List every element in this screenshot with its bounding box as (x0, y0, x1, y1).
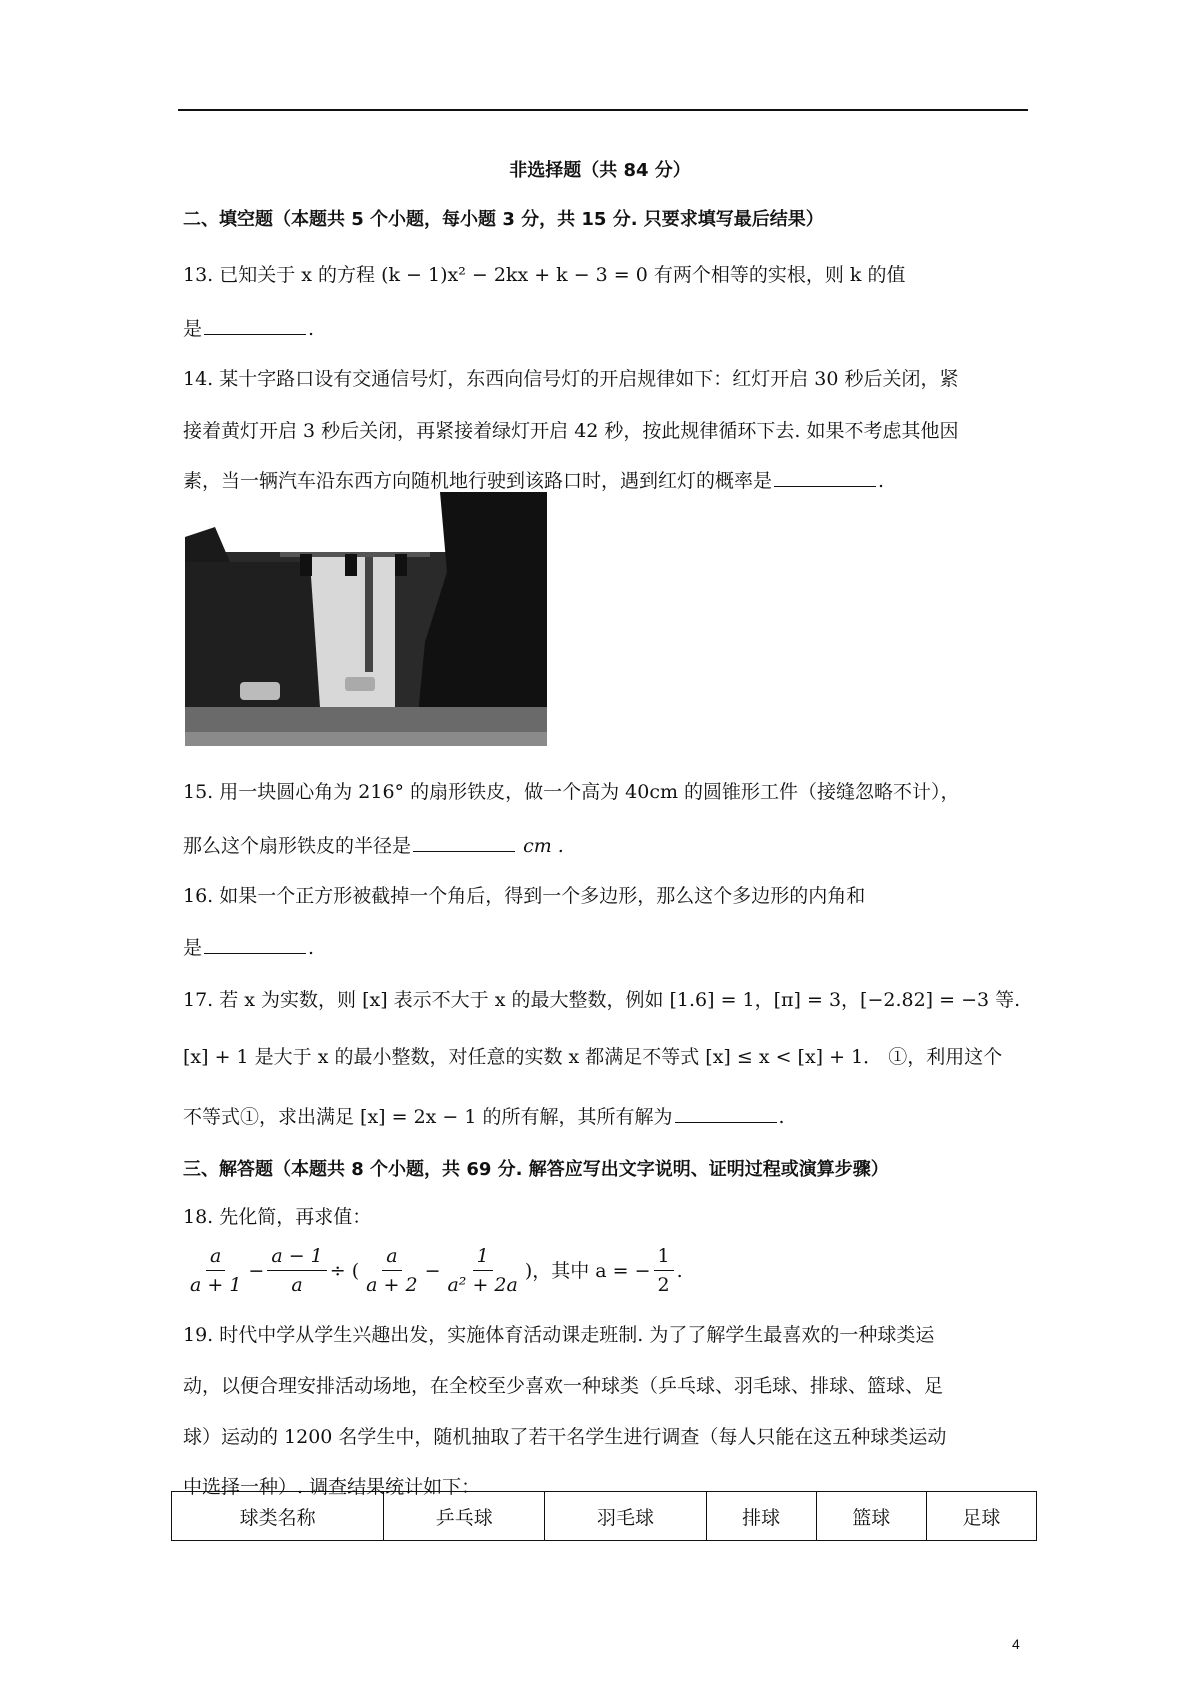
q15-answer-blank[interactable] (413, 833, 515, 852)
q15-prefix: 那么这个扇形铁皮的半径是 (183, 835, 412, 857)
fraction-1-over-2: $\frac{1}{2}$ (654, 1244, 674, 1297)
q19-line1: 19. 时代中学从学生兴趣出发，实施体育活动课走班制. 为了了解学生最喜欢的一种球类运 (183, 1324, 935, 1346)
table-cell: 排球 (706, 1492, 816, 1541)
q18-end: . (676, 1259, 683, 1282)
table-cell: 足球 (926, 1492, 1036, 1541)
q19-line2: 动，以便合理安排活动场地，在全校至少喜欢一种球类（乒乓球、羽毛球、排球、篮球、足 (183, 1375, 944, 1397)
q13-line2 (183, 316, 314, 342)
table-row (172, 1492, 1037, 1541)
q17-line2: [x] + 1 是大于 x 的最小整数，对任意的实数 x 都满足不等式 [x] ≤ x < [x] + 1． ①，利用这个 (183, 1046, 1003, 1068)
q16-line1: 16. 如果一个正方形被截掉一个角后，得到一个多边形，那么这个多边形的内角和 (183, 885, 866, 907)
q17-line1: 17. 若 x 为实数，则 [x] 表示不大于 x 的最大整数，例如 [1.6] = 1，[π] = 3，[−2.82] = −3 等. (183, 989, 1021, 1011)
table-cell: 乒乓球 (384, 1492, 545, 1541)
q18-op4: )，其中 a = − (524, 1259, 651, 1282)
q16-line2 (183, 935, 314, 961)
q13-line1: 13. 已知关于 x 的方程 (k − 1)x² − 2kx + k − 3 = 0 有两个相等的实根，则 k 的值 (183, 264, 906, 286)
top-rule (178, 109, 1028, 111)
q19-line4: 中选择一种）. 调查结果统计如下： (183, 1476, 481, 1498)
q13-suffix: . (308, 318, 315, 340)
fraction-a-over-a-plus-2: $\frac{a}{a + 2}$ (366, 1245, 418, 1296)
q14-suffix: . (878, 470, 885, 492)
q14-line2: 接着黄灯开启 3 秒后关闭，再紧接着绿灯开启 42 秒，按此规律循环下去. 如果不考虑其他因 (183, 420, 959, 442)
q13-answer-blank[interactable] (204, 316, 306, 335)
table-cell: 羽毛球 (545, 1492, 706, 1541)
q15-line1: 15. 用一块圆心角为 216° 的扇形铁皮，做一个高为 40cm 的圆锥形工件（接缝忽略不计）， (183, 781, 960, 803)
ball-sports-table (171, 1491, 1037, 1541)
q18-op2: ÷ ( (329, 1259, 360, 1282)
fraction-a-over-a-plus-1: $\frac{a}{a + 1}$ (190, 1245, 242, 1296)
traffic-intersection-photo (185, 492, 547, 746)
q15-suffix: cm . (523, 835, 564, 857)
q14-answer-blank[interactable] (774, 468, 876, 487)
q17-suffix: . (778, 1106, 785, 1128)
q18-op3: − (424, 1259, 441, 1282)
q15-line2 (183, 833, 564, 859)
q14-line3 (183, 468, 884, 494)
q16-prefix: 是 (183, 937, 203, 959)
fraction-a-minus-1-over-a: $\frac{a - 1}{a}$ (267, 1244, 326, 1297)
q17-prefix: 不等式①，求出满足 [x] = 2x − 1 的所有解，其所有解为 (183, 1106, 673, 1128)
q16-answer-blank[interactable] (204, 935, 306, 954)
part2-header: 二、填空题（本题共 5 个小题，每小题 3 分，共 15 分. 只要求填写最后结果） (183, 209, 824, 230)
section-header: 非选择题（共 84 分） (509, 160, 691, 181)
q14-line1: 14. 某十字路口设有交通信号灯，东西向信号灯的开启规律如下：红灯开启 30 秒后关闭，紧 (183, 368, 959, 390)
q17-answer-blank[interactable] (675, 1104, 777, 1123)
part3-header: 三、解答题（本题共 8 个小题，共 69 分. 解答应写出文字说明、证明过程或演算步骤） (183, 1159, 889, 1180)
q13-prefix: 是 (183, 318, 203, 340)
q18-line1: 18. 先化简，再求值： (183, 1206, 372, 1228)
fraction-1-over-a2-plus-2a: $\frac{1}{\text{a² + 2a}}$ (447, 1245, 518, 1296)
q18-op1: − (248, 1259, 265, 1282)
table-cell: 球类名称 (172, 1492, 384, 1541)
table-cell: 篮球 (816, 1492, 926, 1541)
q14-prefix: 素，当一辆汽车沿东西方向随机地行驶到该路口时，遇到红灯的概率是 (183, 470, 773, 492)
q18-expression (183, 1244, 683, 1297)
q17-line3 (183, 1104, 785, 1130)
q16-suffix: . (308, 937, 315, 959)
q19-line3: 球）运动的 1200 名学生中，随机抽取了若干名学生进行调查（每人只能在这五种球类运动 (183, 1426, 947, 1448)
page-number: 4 (1012, 1636, 1020, 1652)
